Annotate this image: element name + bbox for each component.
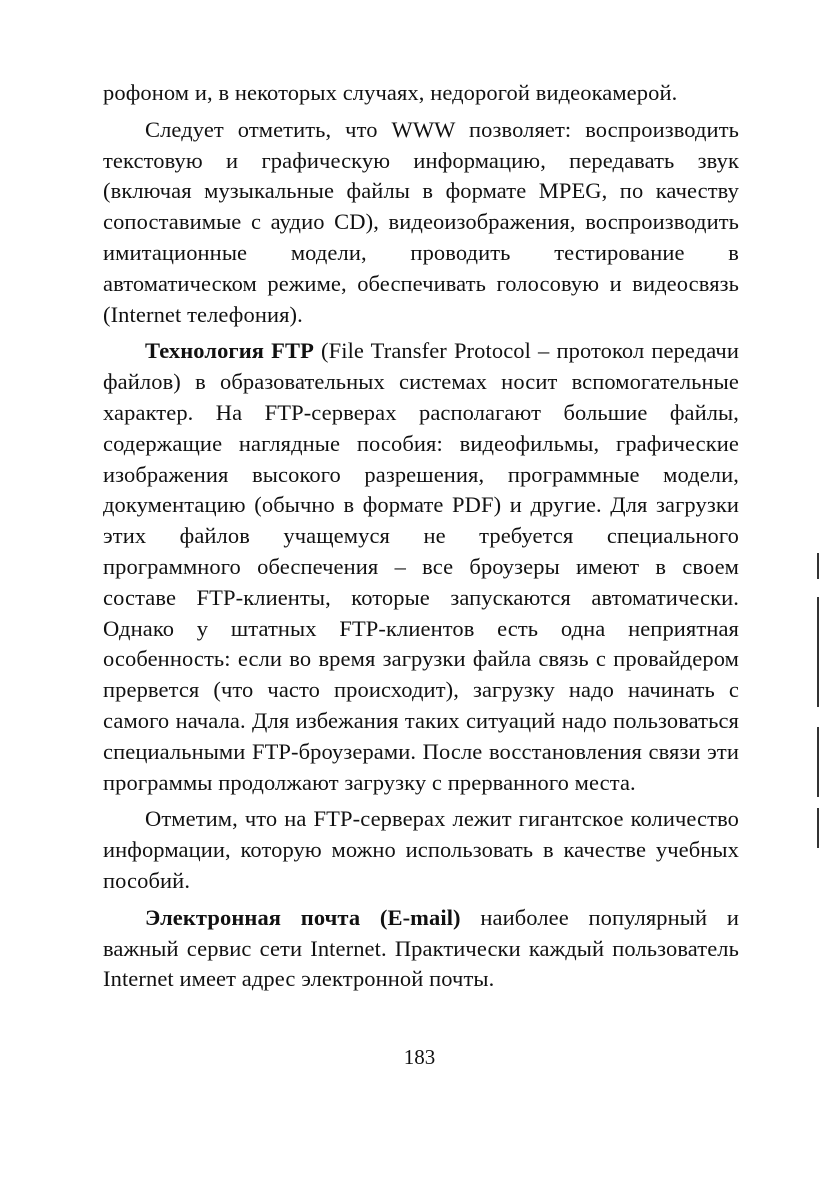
paragraph-ftp	[103, 336, 739, 798]
paragraph-ftp-note	[103, 804, 739, 896]
margin-scan-mark	[817, 727, 819, 797]
paragraph-text: Отметим, что на FTP-серверах лежит гигантское количество информации, которую можно использовать в качестве учебных пособий.	[103, 806, 739, 893]
paragraph-continuation	[103, 78, 739, 109]
paragraph-lead-term: Технология FTP	[145, 338, 314, 364]
margin-scan-mark	[817, 597, 819, 707]
paragraph-email	[103, 903, 739, 995]
page-number: 183	[403, 1045, 436, 1069]
paragraph-text: Следует отметить, что WWW позволяет: воспроизводить текстовую и графическую информацию, передавать звук (включая музыкальные файлы в формате MPEG, по качеству сопоставимые с аудио CD), видеоизображения, воспроизводить имитационные модели, проводить тестирование в автоматическом режиме, обеспечивать голосовую и видеосвязь (Internet телефония).	[103, 116, 739, 327]
paragraph-text: рофоном и, в некоторых случаях, недорогой видеокамерой.	[103, 80, 678, 105]
paragraph-lead-term: Электронная почта (E-mail)	[145, 904, 461, 930]
paragraph-text: наиболее популярный и важный сервис сети Internet. Практически каждый пользователь Internet имеет адрес электронной почты.	[103, 904, 739, 992]
page-body	[103, 78, 739, 1001]
margin-scan-mark	[817, 808, 819, 848]
margin-scan-mark	[817, 553, 819, 579]
paragraph-www	[103, 115, 739, 331]
paragraph-text: (File Transfer Protocol – протокол передачи файлов) в образовательных системах носит вспомогательные характер. На FTP-серверах располагают большие файлы, содержащие наглядные пособия: видеофильмы, графические изображения высокого разрешения, программные модели, документацию (обычно в формате PDF) и другие. Для загрузки этих файлов учащемуся не требуется специального программного обеспечения – все броузеры имеют в своем составе FTP-клиенты, которые запускаются автоматически. Однако у штатных FTP-клиентов есть одна неприятная особенность: если во время загрузки файла связь с провайдером прервется (что часто происходит), загрузку надо начинать с самого начала. Для избежания таких ситуаций надо пользоваться специальными FTP-броузерами. После восстановления связи эти программы продолжают загрузку с прерванного места.	[103, 338, 739, 795]
